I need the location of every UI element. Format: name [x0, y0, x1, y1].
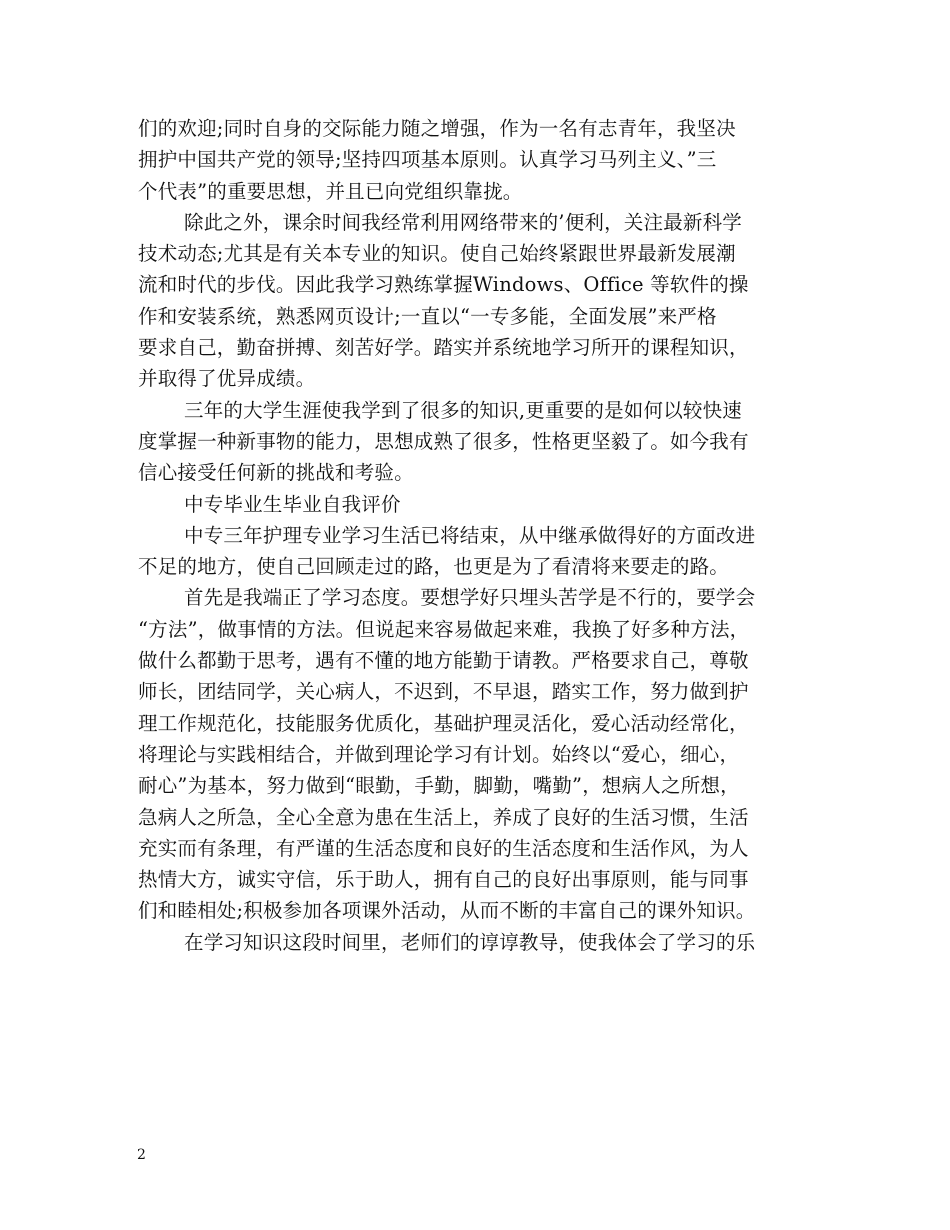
text-line: 首先是我端正了学习态度。要想学好只埋头苦学是不行的，要学会: [184, 586, 756, 610]
text-line: 理工作规范化，技能服务优质化，基础护理灵活化，爱心活动经常化，: [138, 711, 749, 735]
text-line: 做什么都勤于思考，遇有不懂的地方能勤于请教。严格要求自己，尊敬: [138, 649, 749, 673]
text-line: 不足的地方，使自己回顾走过的路，也更是为了看清将来要走的路。: [138, 555, 730, 579]
text-line: 中专三年护理专业学习生活已将结束，从中继承做得好的方面改进: [184, 523, 756, 547]
text-line: 并取得了优异成绩。: [138, 367, 316, 391]
page-number: 2: [137, 1147, 146, 1163]
text-line: 拥护中国共产党的领导;坚持四项基本原则。认真学习马列主义、”三: [138, 148, 717, 172]
text-line: 作和安装系统，熟悉网页设计;一直以“一专多能，全面发展”来严格: [138, 304, 717, 328]
text-line: 们的欢迎;同时自身的交际能力随之增强，作为一名有志青年，我坚决: [138, 117, 736, 140]
text-line: 除此之外，课余时间我经常利用网络带来的’便利，关注最新科学: [184, 210, 742, 234]
text-line: 们和睦相处;积极参加各项课外活动，从而不断的丰富自己的课外知识。: [138, 899, 756, 923]
text-line: 信心接受任何新的挑战和考验。: [138, 461, 414, 485]
text-line: 师长，团结同学，关心病人，不迟到，不早退，踏实工作，努力做到护: [138, 680, 749, 704]
text-line: 技术动态;尤其是有关本专业的知识。使自己始终紧跟世界最新发展潮: [138, 242, 736, 266]
text-line: 将理论与实践相结合，并做到理论学习有计划。始终以“爱心，细心，: [138, 742, 740, 766]
text-line: 耐心”为基本，努力做到“眼勤，手勤，脚勤，嘴勤”，想病人之所想，: [138, 774, 740, 798]
text-line: 在学习知识这段时间里，老师们的谆谆教导，使我体会了学习的乐: [184, 930, 756, 954]
text-line: 急病人之所急，全心全意为患在生活上，养成了良好的生活习惯，生活: [138, 805, 749, 829]
body-text: [138, 113, 818, 958]
text-line: 热情大方，诚实守信，乐于助人，拥有自己的良好出事原则，能与同事: [138, 868, 749, 892]
text-line: 流和时代的步伐。因此我学习熟练掌握Windows、Office 等软件的操: [138, 273, 749, 297]
text-line: 三年的大学生涯使我学到了很多的知识,更重要的是如何以较快速: [184, 398, 742, 422]
text-line: 个代表”的重要思想，并且已向党组织靠拢。: [138, 179, 523, 203]
text-line: 中专毕业生毕业自我评价: [184, 492, 401, 516]
text-line: “方法”，做事情的方法。但说起来容易做起来难，我换了好多种方法，: [138, 617, 750, 641]
text-line: 充实而有条理，有严谨的生活态度和良好的生活态度和生活作风，为人: [138, 836, 749, 860]
text-line: 要求自己，勤奋拼搏、刻苦好学。踏实并系统地学习所开的课程知识，: [138, 336, 749, 360]
text-line: 度掌握一种新事物的能力，思想成熟了很多，性格更坚毅了。如今我有: [138, 429, 749, 453]
